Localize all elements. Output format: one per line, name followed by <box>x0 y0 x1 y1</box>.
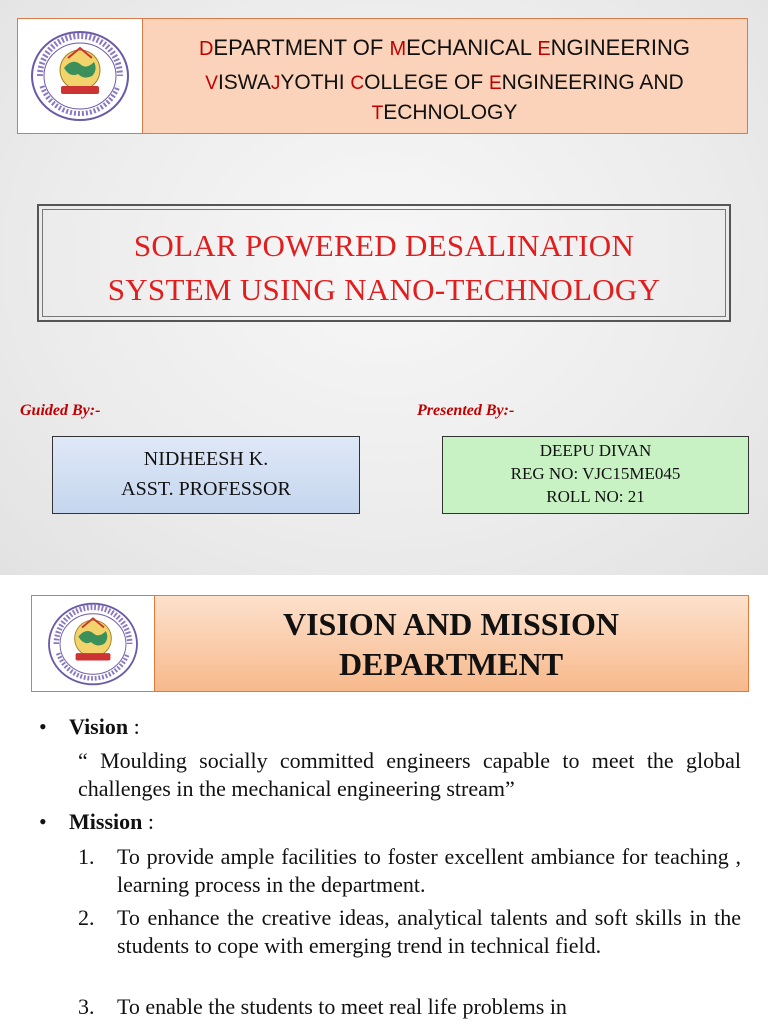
header-cap: T <box>371 103 384 124</box>
college-name-line-2 <box>142 98 747 128</box>
college-name <box>142 68 747 128</box>
project-title-line: SYSTEM USING NANO-TECHNOLOGY <box>107 272 661 307</box>
department-header <box>17 18 748 134</box>
bullet-glyph: • <box>39 714 47 739</box>
vision-colon: : <box>128 714 140 739</box>
department-header-text <box>142 19 747 133</box>
vision-mission-title <box>154 604 748 684</box>
header-cap: D <box>198 38 214 60</box>
vision-mission-title-line: VISION AND MISSION <box>282 606 620 642</box>
college-logo <box>32 596 155 691</box>
presenter-info-box <box>442 436 749 514</box>
presented-by-label: Presented By:- <box>417 402 515 419</box>
vision-mission-title-line: DEPARTMENT <box>338 646 564 682</box>
header-rest: NGINEERING <box>550 35 691 60</box>
vision-bullet <box>39 714 140 740</box>
mission-label: Mission <box>69 809 143 834</box>
college-logo <box>18 19 143 133</box>
vision-mission-slide <box>0 575 768 1024</box>
header-cap: C <box>350 73 365 94</box>
header-cap: M <box>389 38 407 60</box>
header-cap: V <box>205 73 218 94</box>
vision-label: Vision <box>69 714 129 739</box>
project-title-box <box>37 204 731 322</box>
bullet-glyph: • <box>39 809 47 834</box>
header-rest: ECHANICAL <box>406 35 538 60</box>
guide-name: NIDHEESH K. <box>143 448 269 470</box>
header-rest: NGINEERING AND <box>501 71 684 94</box>
header-rest: EPARTMENT OF <box>213 35 390 60</box>
presenter-name: DEEPU DIVAN <box>539 441 652 460</box>
header-rest: ISWA <box>217 71 271 94</box>
mission-item-number: 1. <box>78 844 95 869</box>
header-rest: OLLEGE OF <box>364 71 489 94</box>
mission-colon: : <box>142 809 154 834</box>
mission-item-text: To provide ample facilities to foster excellent ambiance for teaching , learning process in the department. <box>117 844 741 897</box>
college-name-line-1 <box>142 68 747 98</box>
header-rest: ECHNOLOGY <box>383 101 518 124</box>
mission-item-number: 2. <box>78 905 95 930</box>
mission-item-number: 3. <box>78 994 95 1019</box>
guide-designation: ASST. PROFESSOR <box>121 478 291 500</box>
presenter-roll-no: ROLL NO: 21 <box>546 487 645 506</box>
college-emblem-icon <box>28 28 132 124</box>
vision-statement: “ Moulding socially committed engineers capable to meet the global challenges in the mechanical engineering stream” <box>78 748 741 801</box>
header-cap: E <box>488 73 502 94</box>
header-rest: YOTHI <box>280 71 351 94</box>
college-emblem-icon <box>41 600 145 688</box>
header-cap: J <box>270 73 281 94</box>
mission-item-text: To enable the students to meet real life problems in <box>117 994 567 1019</box>
mission-item-text: To enhance the creative ideas, analytical talents and soft skills in the students to cope with emerging trend in technical field. <box>117 905 741 958</box>
vision-mission-header <box>31 595 749 692</box>
department-name <box>142 35 747 61</box>
mission-bullet <box>39 809 154 835</box>
presenter-reg-no: REG NO: VJC15ME045 <box>510 464 681 483</box>
guide-info-box <box>52 436 360 514</box>
header-cap: E <box>537 38 551 60</box>
project-title <box>39 224 729 312</box>
project-title-line: SOLAR POWERED DESALINATION <box>133 228 635 263</box>
guided-by-label: Guided By:- <box>20 402 101 419</box>
